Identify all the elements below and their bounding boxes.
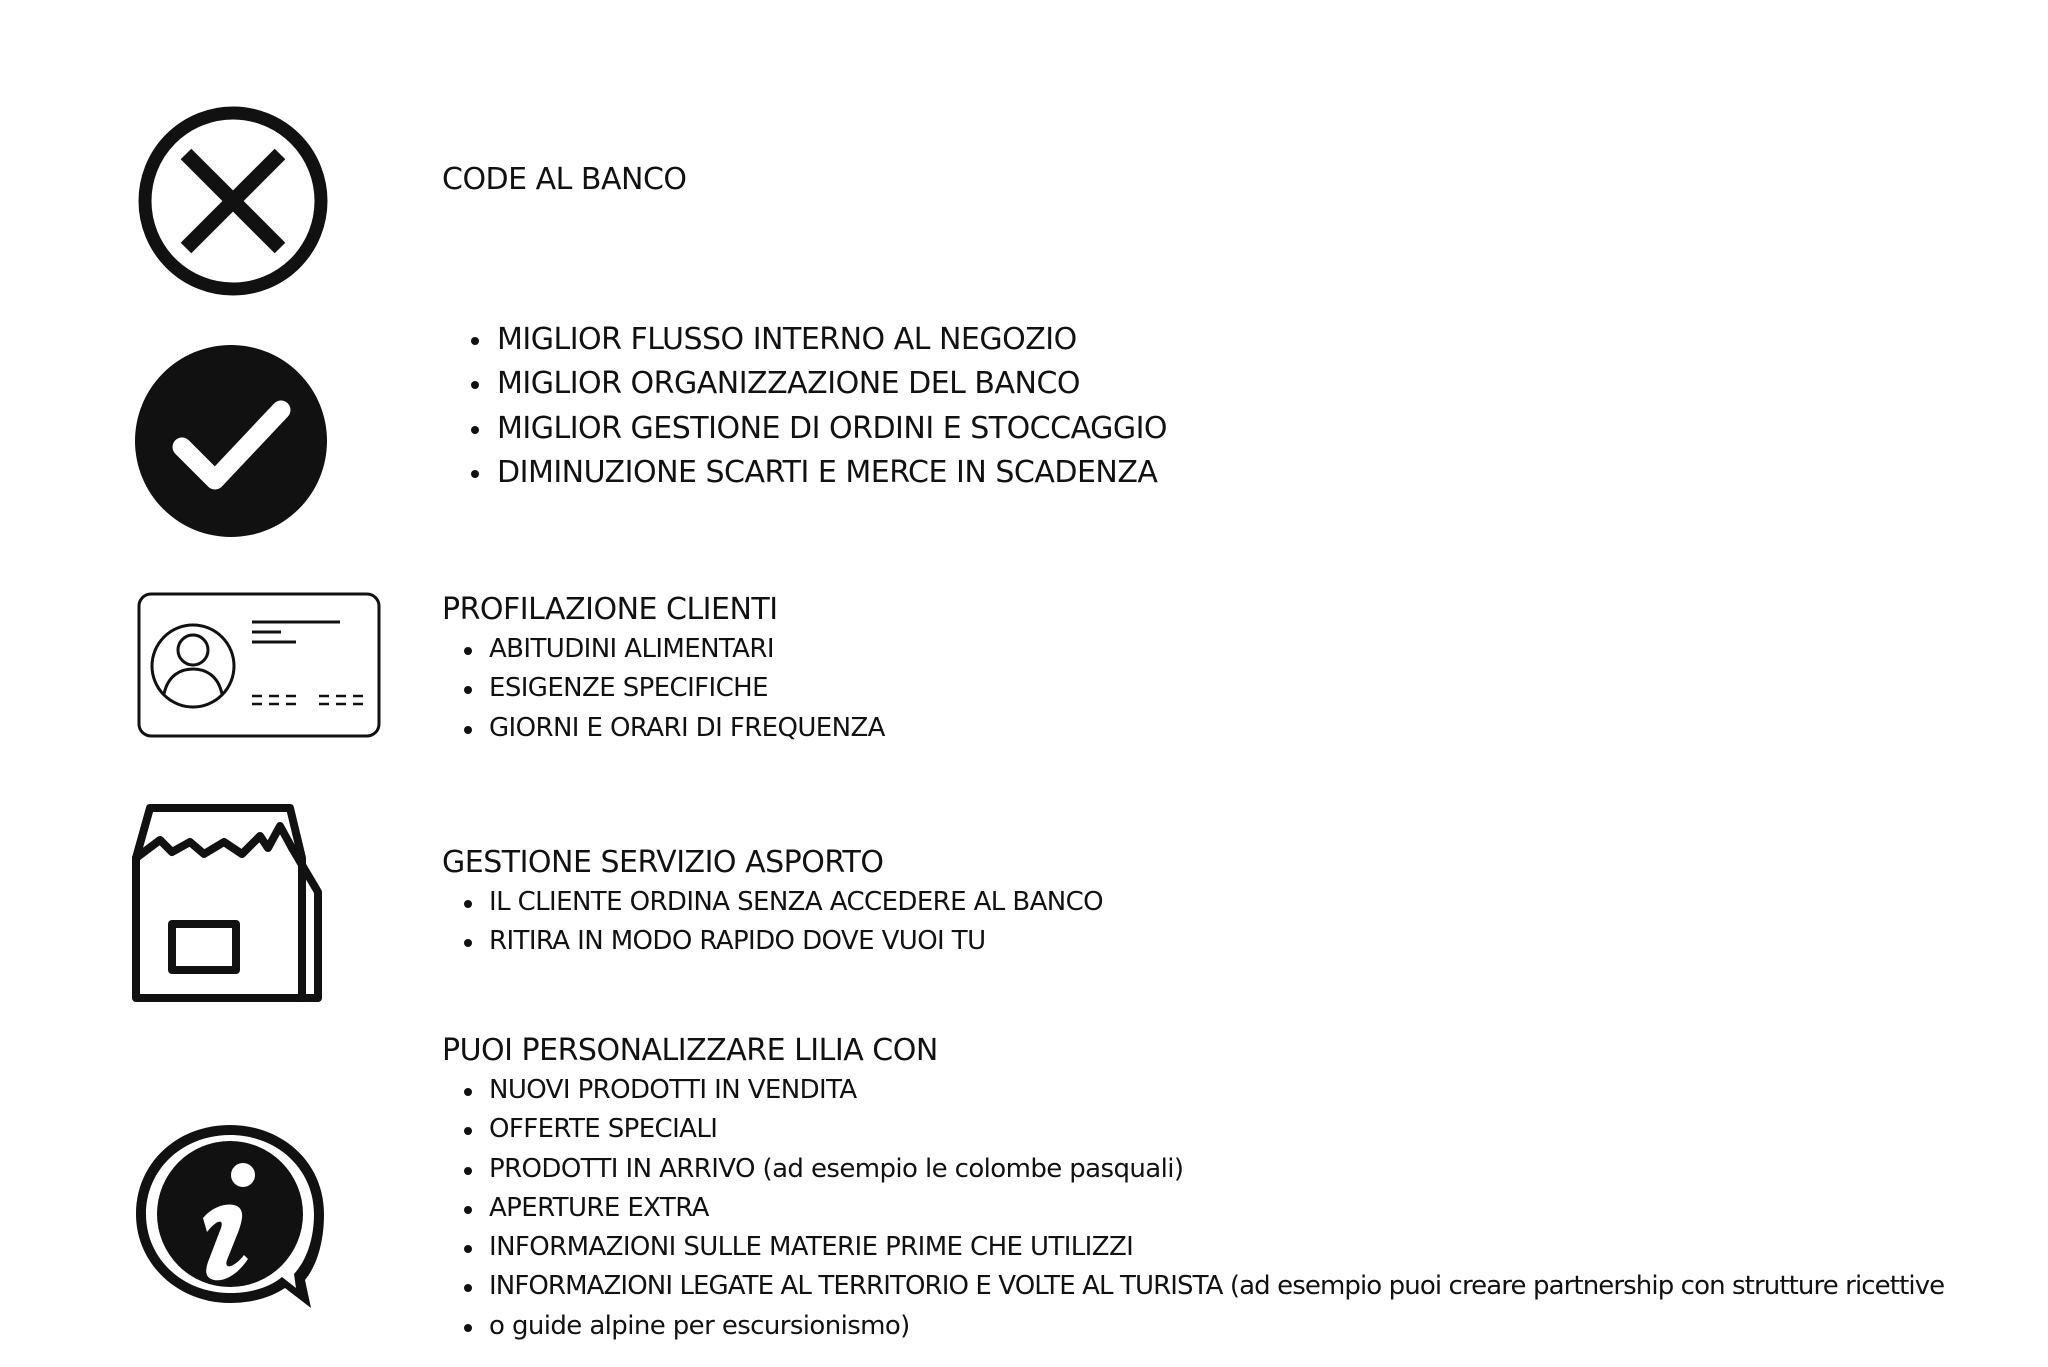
- section-title: CODE AL BANCO: [442, 162, 687, 197]
- id-card-icon: [137, 592, 381, 738]
- list-item: MIGLIOR FLUSSO INTERNO AL NEGOZIO: [442, 318, 1167, 362]
- section-title: PUOI PERSONALIZZARE LILIA CON: [442, 1033, 938, 1068]
- list-item: INFORMAZIONI SULLE MATERIE PRIME CHE UTILIZZI: [442, 1228, 1944, 1267]
- list-item: NUOVI PRODOTTI IN VENDITA: [442, 1071, 1944, 1110]
- list-item: MIGLIOR ORGANIZZAZIONE DEL BANCO: [442, 362, 1167, 406]
- list-item: ABITUDINI ALIMENTARI: [442, 630, 885, 669]
- profiling-list: [442, 630, 885, 748]
- section-takeaway: [442, 843, 1103, 962]
- section-title: GESTIONE SERVIZIO ASPORTO: [442, 845, 884, 880]
- section-queues: [442, 160, 687, 200]
- section-benefits: [442, 318, 1167, 495]
- info-speech-bubble-icon: [133, 1122, 327, 1312]
- benefits-list: [442, 318, 1167, 495]
- takeaway-list: [442, 883, 1103, 962]
- list-item: INFORMAZIONI LEGATE AL TERRITORIO E VOLTE AL TURISTA (ad esempio puoi creare partnership con strutture ricettive: [442, 1267, 1944, 1306]
- checkmark-circle-icon: [134, 344, 328, 538]
- list-item: IL CLIENTE ORDINA SENZA ACCEDERE AL BANCO: [442, 883, 1103, 922]
- customize-list: [442, 1071, 1944, 1346]
- list-item: PRODOTTI IN ARRIVO (ad esempio le colombe pasquali): [442, 1150, 1944, 1189]
- list-item: GIORNI E ORARI DI FREQUENZA: [442, 709, 885, 748]
- list-item: APERTURE EXTRA: [442, 1189, 1944, 1228]
- list-item: RITIRA IN MODO RAPIDO DOVE VUOI TU: [442, 922, 1103, 961]
- list-item: DIMINUZIONE SCARTI E MERCE IN SCADENZA: [442, 451, 1167, 495]
- takeaway-bag-icon: [132, 804, 326, 1006]
- list-item: o guide alpine per escursionismo): [442, 1307, 1944, 1346]
- list-item: MIGLIOR GESTIONE DI ORDINI E STOCCAGGIO: [442, 407, 1167, 451]
- list-item: OFFERTE SPECIALI: [442, 1110, 1944, 1149]
- section-title: PROFILAZIONE CLIENTI: [442, 592, 778, 627]
- close-circle-icon: [136, 104, 330, 298]
- section-customize: [442, 1031, 1944, 1346]
- section-profiling: [442, 590, 885, 748]
- list-item: ESIGENZE SPECIFICHE: [442, 669, 885, 708]
